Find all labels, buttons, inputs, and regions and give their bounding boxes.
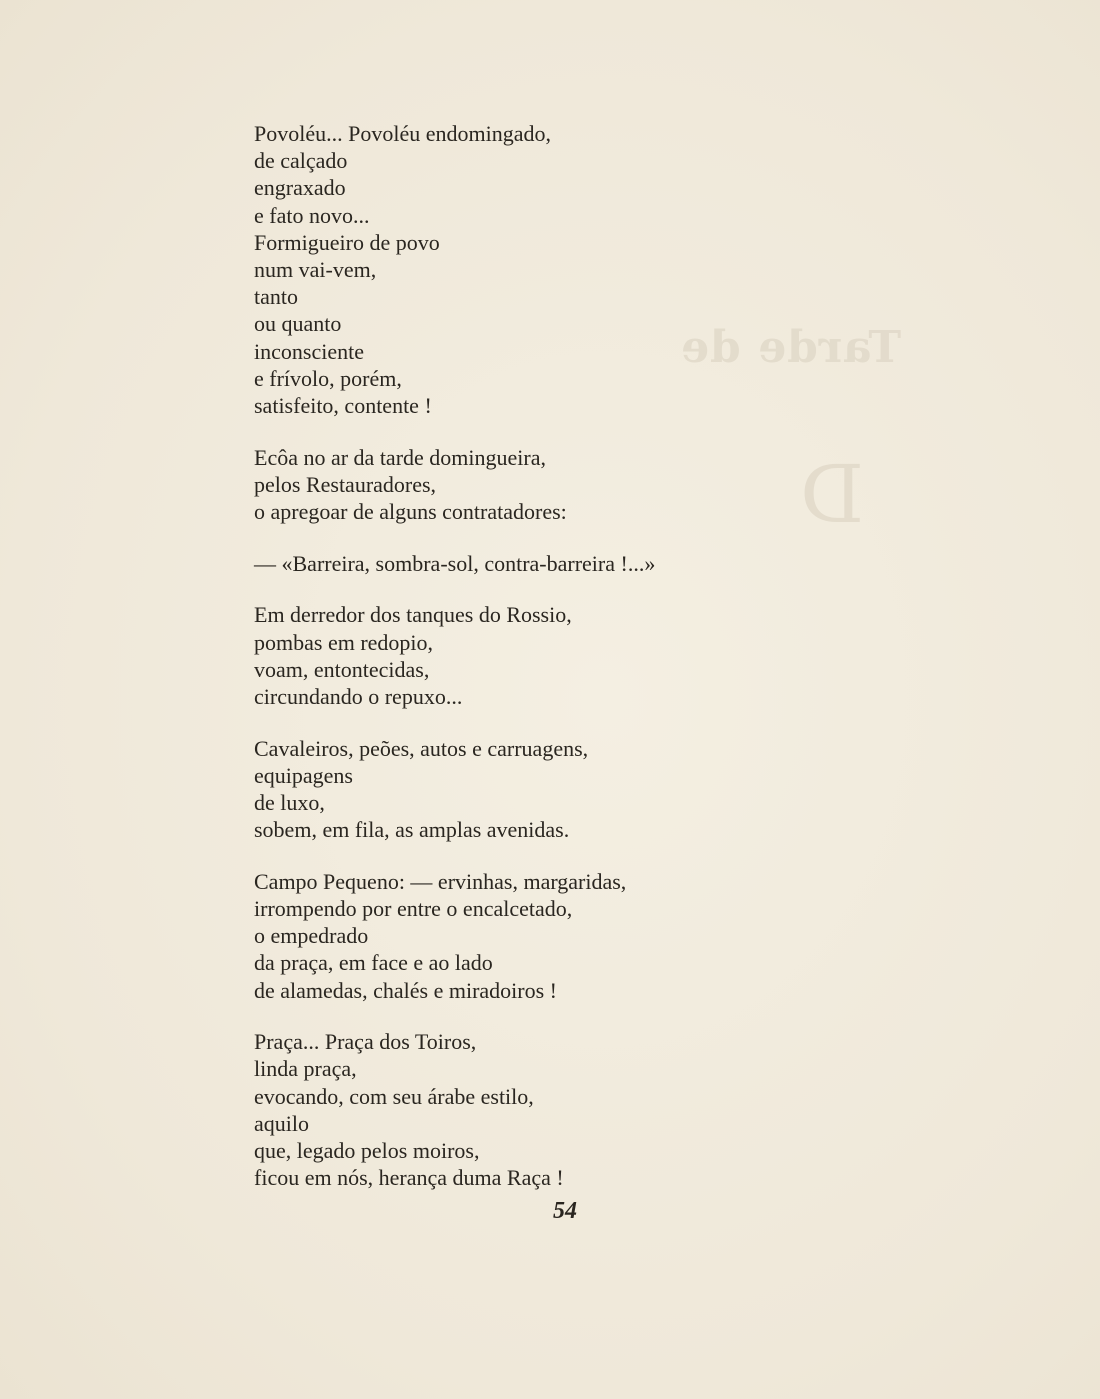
poem-line: inconsciente — [254, 338, 364, 364]
show-through-dropcap: D — [800, 448, 865, 541]
poem-line: evocando, com seu árabe estilo, — [254, 1083, 534, 1109]
poem-line: circundando o repuxo... — [254, 683, 463, 709]
poem-line: da praça, em face e ao lado — [254, 950, 493, 976]
poem-line: — «Barreira, sombra-sol, contra-barreira !...» — [254, 550, 656, 576]
poem-line: irrompendo por entre o encalcetado, — [254, 896, 573, 921]
stanza-6 — [254, 868, 954, 1004]
poem-line: tanto — [254, 284, 298, 310]
poem-line: linda praça, — [254, 1056, 357, 1082]
stanza-7 — [254, 1028, 954, 1191]
poem-line: e frívolo, porém, — [254, 365, 402, 391]
poem-line: de calçado — [254, 148, 348, 174]
poem-line: de luxo, — [254, 789, 325, 815]
stanza-2 — [254, 444, 954, 526]
poem-line: voam, entontecidas, — [254, 656, 430, 682]
poem-line: Ecôa no ar da tarde domingueira, — [254, 444, 546, 470]
page-number: 54 — [553, 1198, 577, 1224]
poem-line: Cavaleiros, peões, autos e carruagens, — [254, 735, 589, 761]
poem-line: aquilo — [254, 1110, 309, 1136]
poem-line: Formigueiro de povo — [254, 229, 440, 255]
poem-line: que, legado pelos moiros, — [254, 1138, 480, 1163]
poem-line: o empedrado — [254, 923, 369, 949]
show-through-title: Tarde de — [680, 322, 902, 373]
poem-line: o apregoar de alguns contratadores: — [254, 498, 567, 524]
poem-line: Praça... Praça dos Toiros, — [254, 1029, 477, 1055]
poem-line: sobem, em fila, as amplas avenidas. — [254, 817, 570, 843]
poem-line: satisfeito, contente ! — [254, 392, 432, 418]
poem-line: e fato novo... — [254, 202, 370, 228]
stanza-1 — [254, 120, 954, 419]
poem — [254, 120, 954, 1216]
poem-line: de alamedas, chalés e miradoiros ! — [254, 977, 557, 1003]
poem-line: engraxado — [254, 175, 346, 201]
stanza-3 — [254, 550, 954, 577]
stanza-4 — [254, 601, 954, 710]
poem-line: ou quanto — [254, 311, 342, 337]
poem-line: pombas em redopio, — [254, 629, 434, 655]
poem-line: Campo Pequeno: — ervinhas, margaridas, — [254, 868, 627, 894]
poem-line: ficou em nós, herança duma Raça ! — [254, 1165, 564, 1191]
poem-line: Povoléu... Povoléu endomingado, — [254, 121, 551, 146]
poem-line: Em derredor dos tanques do Rossio, — [254, 602, 572, 628]
poem-line: equipagens — [254, 762, 353, 788]
poem-line: pelos Restauradores, — [254, 471, 437, 497]
poem-line: num vai-vem, — [254, 256, 377, 282]
stanza-5 — [254, 735, 954, 844]
